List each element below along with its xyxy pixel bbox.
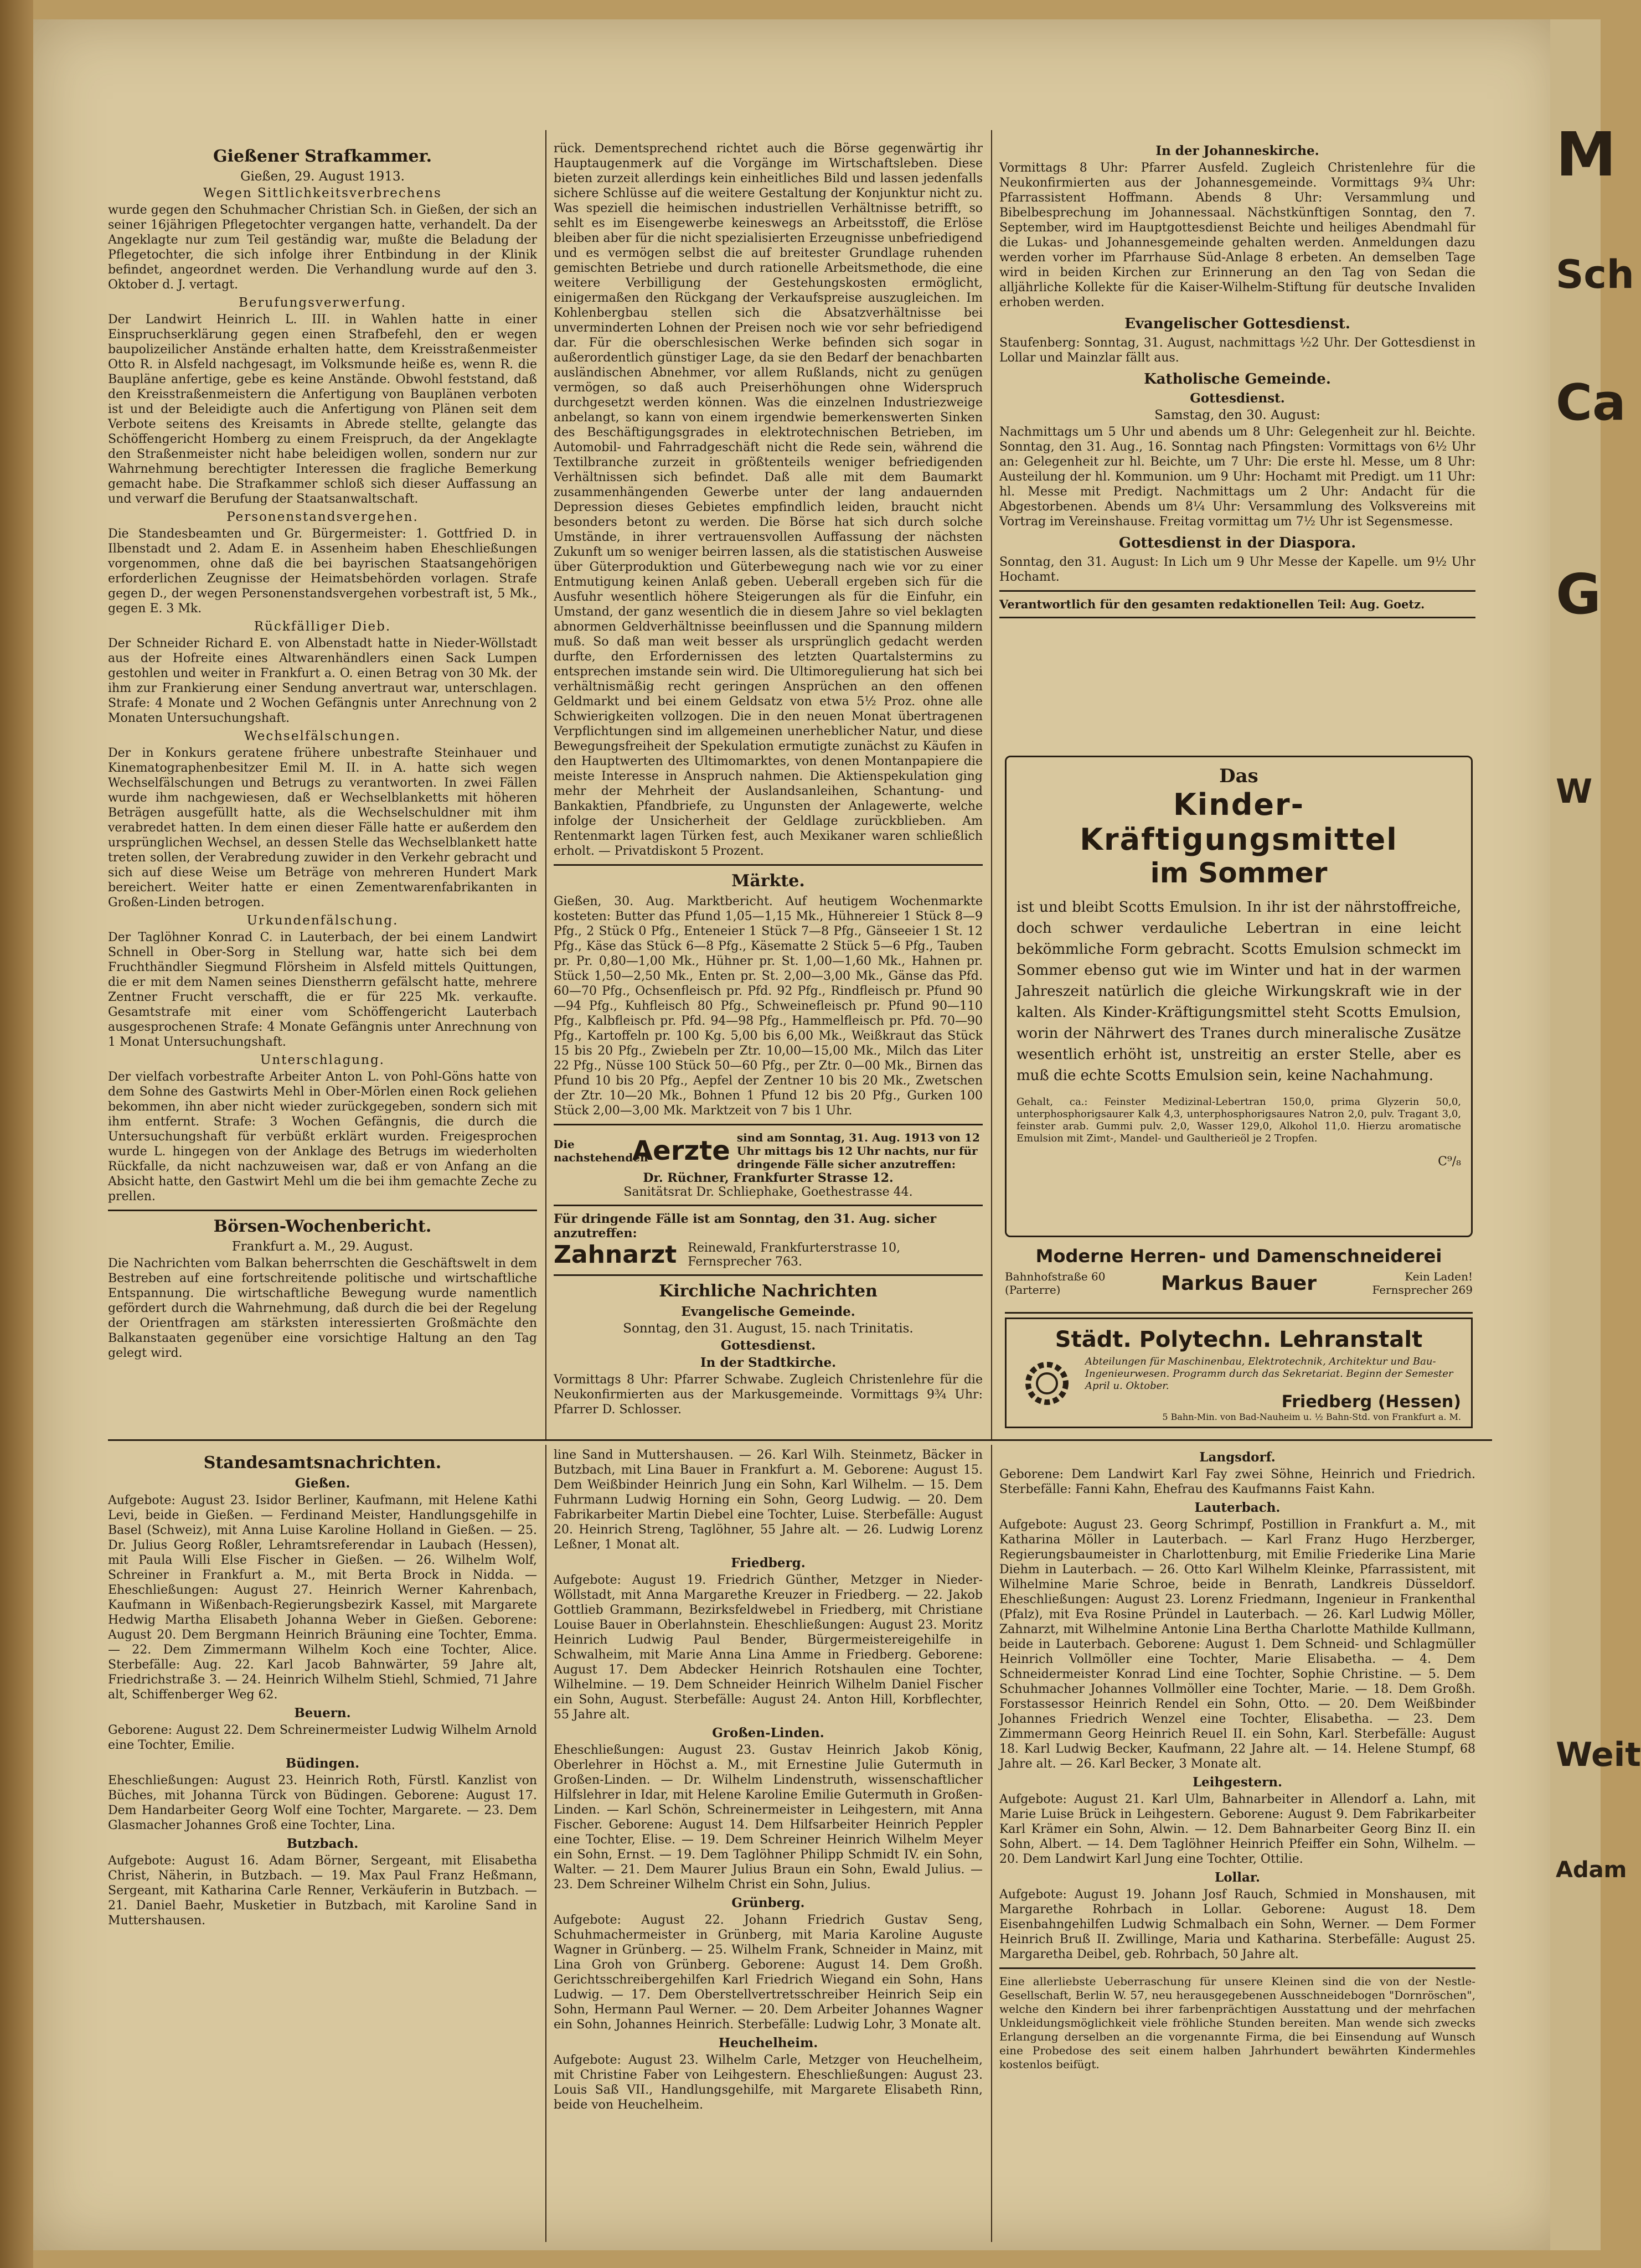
article-text: Der in Konkurs geratene frühere unbestrafte Steinhauer und Kinematographenbesitzer Emil M. II. in A. hatte sich wegen Wechselfälschungen und Betrugs zu verantworten. In zwei Fällen wurde ihm nachgewiesen, daß er Wechselblanketts mit höheren Beträgen ausgefüllt hatte, als die Wechselschuldner mit ihm verabredet hatten. In dem einen dieser Fälle hatte er außerdem den ursprünglichen Wechsel, an dessen Stelle das Wechselblankett hatte treten sollen, der Verabredung zuwider in den Verkehr gebracht und sich auf diese Weise um Beträge von mehreren Hundert Mark bereichert. Weiter hatte er einen Zementwarenfabrikanten in Großen-Linden betrogen. xyxy=(108,746,537,910)
giessen-strafkammer-title: Gießener Strafkammer. xyxy=(213,147,432,166)
kirche-date: Sonntag, den 31. August, 15. nach Trinitatis. xyxy=(623,1321,914,1336)
polytechnikum-ad xyxy=(1005,1318,1473,1428)
ad-ingredients: Gehalt, ca.: Feinster Medizinal-Lebertran 150,0, prima Glyzerin 50,0, unterphosphorigsaurer Kalk 4,3, unterphosphorigsaures Natron 2,0, pulv. Tragant 3,0, feinster arab. Gummi pulv. 2,0, Wasser 129,0, Alkohol 11,0. Hierzu aromatische Emulsion mit Zimt-, Mandel- und Gaultherieöl je 2 Tropfen. xyxy=(1016,1096,1461,1144)
place-heading: Grünberg. xyxy=(731,1895,805,1910)
kirche-subtitle: Evangelische Gemeinde. xyxy=(681,1304,855,1319)
register-text: Geborene: August 22. Dem Schreinermeister Ludwig Wilhelm Arnold eine Tochter, Emilie. xyxy=(108,1723,537,1752)
schneiderei-title: Moderne Herren- und Damenschneiderei xyxy=(1035,1246,1442,1267)
aerzte-doctor: Sanitätsrat Dr. Schliephake, Goethestrasse 44. xyxy=(623,1185,913,1199)
place-heading: Großen-Linden. xyxy=(712,1725,824,1740)
place-heading: Friedberg. xyxy=(731,1556,806,1570)
register-text: Aufgebote: August 16. Adam Börner, Sergeant, mit Elisabetha Christ, Näherin, in Butzbach. — 19. Max Paul Franz Heßmann, Sergeant, mit Katharina Carle Renner, Verkäuferin in Butzbach. — 21. Daniel Baehr, Musketier in Butzbach, mit Karoline Sand in Muttershausen. xyxy=(108,1854,537,1928)
strip-text: Adam xyxy=(1556,1857,1627,1883)
scotts-emulsion-ad xyxy=(1005,756,1473,1237)
book-spine xyxy=(0,0,33,2268)
zahnarzt-heading: Zahnarzt xyxy=(554,1241,677,1269)
register-text: Aufgebote: August 23. Wilhelm Carle, Metzger von Heuchelheim, mit Christine Faber von Leihgestern. Eheschließungen: August 23. Louis Saß VII., Handlungsgehilfe, mit Margarete Elisabeth Rinn, beide von Heuchelheim. xyxy=(554,2053,983,2112)
register-text: Aufgebote: August 19. Johann Josf Rauch, Schmied in Monshausen, mit Margarethe Rohrbach in Lollar. Geborene: August 18. Dem Eisenbahngehilfen Ludwig Schmalbach ein Sohn, Werner. — Dem Former Heinrich Bruß II. Zwillinge, Maria und Katharina. Sterbefälle: August 25. Margaretha Deibel, geb. Rohrbach, 50 Jahre alt. xyxy=(999,1888,1475,1961)
column-rule xyxy=(545,1445,546,2242)
nestle-notice: Eine allerliebste Ueberraschung für unsere Kleinen sind die von der Nestle-Gesellschaft, Berlin W. 57, neu herausgegebenen Ausschneidebogen "Dornröschen", welche den Kindern bei ihrer farbenprächtigen Ausstattung und der mehrfachen Unkleidungsmöglichkeit viele fröhliche Stunden bereiten. Man wende sich zwecks Erlangung derselben an die vorgenannte Firma, die bei Einsendung auf Wunsch eine Probedose des seit einem halben Jahrhundert bewährten Kindermehles kostenlos beifügt. xyxy=(999,1975,1475,2071)
schneiderei-phone: Kein Laden! Fernsprecher 269 xyxy=(1372,1270,1473,1296)
kirchliche-title: Kirchliche Nachrichten xyxy=(659,1282,878,1301)
aerzte-heading: Aerzte xyxy=(632,1135,730,1166)
section-head: Unterschlagung. xyxy=(260,1053,385,1067)
rule xyxy=(554,864,983,866)
standesamt-col-1 xyxy=(108,1448,537,2242)
ad-title: Kinder-Kräftigungsmittel xyxy=(1080,787,1398,857)
rule xyxy=(999,590,1475,592)
left-column xyxy=(108,141,537,1437)
article-text: Der Landwirt Heinrich L. III. in Wahlen hatte in einer Einspruchserklärung gegen einen Strafbefehl, den er wegen baupolizeilicher Anstände erhalten hatte, dem Kreisstraßenmeister Otto R. in Alsfeld nachgesagt, im Volksmunde heiße es, wenn R. die Baupläne anfertige, gebe es keine Anstände. Obwohl feststand, daß den Kreisstraßenmeistern die Anfertigung von Bauplänen verboten ist und der Beleidigte auch die Anfertigung von Plänen seit dem Verbote seitens des Kreisamts in Abrede stellte, gelangte das Schöffengericht Homberg zu einem Freispruch, da der Angeklagte den Straßenmeister nicht habe beleidigen wollen, sondern nur zur Wahrnehmung berechtigter Interessen die fragliche Bemerkung gemacht habe. Die Strafkammer schloß sich dieser Auffassung an und verwarf die Berufung der Staatsanwaltschaft. xyxy=(108,313,537,506)
section-head: Personenstandsvergehen. xyxy=(226,510,419,524)
register-text: Aufgebote: August 21. Karl Ulm, Bahnarbeiter in Allendorf a. Lahn, mit Marie Luise Brück in Leihgestern. Geborene: August 9. Dem Fabrikarbeiter Karl Krämer ein Sohn, Alwin. — 12. Dem Bahnarbeiter Georg Binz II. ein Sohn, Albert. — 14. Dem Taglöhner Heinrich Pfeiffer ein Sohn, Wilhelm. — 20. Dem Landwirt Karl Jung eine Tochter, Ottilie. xyxy=(999,1792,1475,1866)
poly-distance: 5 Bahn-Min. von Bad-Nauheim u. ½ Bahn-Std. von Frankfurt a. M. xyxy=(1162,1412,1461,1422)
strip-text: M xyxy=(1556,119,1617,190)
aerzte-doctor: Dr. Rüchner, Frankfurter Strasse 12. xyxy=(643,1171,894,1185)
diaspora-head: Gottesdienst in der Diaspora. xyxy=(1118,535,1356,551)
strip-text: G xyxy=(1556,562,1602,627)
ad-body: ist und bleibt Scotts Emulsion. In ihr ist der nährstoffreiche, doch schwer verdauliche Lebertran in eine leicht bekömmliche Form gebracht. Scotts Emulsion schmeckt im Sommer ebenso gut wie im Winter und hat in der warmen Jahreszeit natürlich die gleiche Wirkungskraft wie in der kalten. Als Kinder-Kräftigungsmittel steht Scotts Emulsion, worin der Nährwert des Tranes durch mineralische Zusätze wesentlich erhöht ist, unstreitig an erster Stelle, aber es muß die echte Scotts Emulsion sein, keine Nachahmung. xyxy=(1016,899,1461,1084)
article-text: wurde gegen den Schuhmacher Christian Sch. in Gießen, der sich an seiner 16jährigen Pflegetochter vergangen hatte, verhandelt. Da der Angeklagte nur zum Teil geständig war, mußte die Beladung der Pflegetochter, die sich infolge ihrer Entbindung in der Klinik befindet, angeordnet werden. Die Verhandlung wurde auf den 3. Oktober d. J. vertagt. xyxy=(108,203,537,292)
article-text: Die Standesbeamten und Gr. Bürgermeister: 1. Gottfried D. in Ilbenstadt und 2. Adam E. in Assenheim haben Eheschließungen vorgenommen, ohne daß die bei bayrischen Staatsangehörigen erforderlichen Zeugnisse der Heimatsbehörden vorlagen. Strafe gegen D., der wegen Personenstandsvergehen vorbestraft ist, 5 Mk., gegen E. 3 Mk. xyxy=(108,527,537,616)
poly-text: Abteilungen für Maschinenbau, Elektrotechnik, Architektur und Bau-Ingenieurwesen. Programm durch das Sekretariat. Beginn der Semester April u. Oktober. xyxy=(1085,1356,1453,1392)
kirche-stadtkirche: In der Stadtkirche. xyxy=(700,1355,837,1370)
strip-text: Ca xyxy=(1556,374,1626,432)
section-head: Wegen Sittlichkeitsverbrechens xyxy=(203,186,442,200)
rule xyxy=(554,1124,983,1125)
register-text: line Sand in Muttershausen. — 26. Karl Wilh. Steinmetz, Bäcker in Butzbach, mit Lina Bauer in Frankfurt a. M. Geborene: August 15. Dem Weißbinder Heinrich Jung ein Sohn, Karl Wilhelm. — 15. Dem Fuhrmann Ludwig Horning ein Sohn, Georg Ludwig. — 20. Dem Fabrikarbeiter Martin Diebel eine Tochter, Luise. Sterbefälle: August 20. Heinrich Streng, Taglöhner, 55 Jahre alt. — 26. Ludwig Lorenz Leßner, 1 Monat alt. xyxy=(554,1448,983,1552)
boersen-title: Börsen-Wochenbericht. xyxy=(213,1217,432,1236)
article-text: Nachmittags um 5 Uhr und abends um 8 Uhr: Gelegenheit zur hl. Beichte. Sonntag, den 31. Aug., 16. Sonntag nach Pfingsten: Vormittags von 6½ Uhr an: Gelegenheit zur hl. Beichte, um 7 Uhr: Die erste hl. Messe, um 8 Uhr: Austeilung der hl. Kommunion. um 9 Uhr: Hochamt mit Predigt. um 11 Uhr: hl. Messe mit Predigt. Nachmittags um 2 Uhr: Andacht für die Abgestorbenen. Abends um 8¼ Uhr: Versammlung des Volksvereins mit Vortrag im Vereinshause. Freitag vormittag um 7½ Uhr ist Segensmesse. xyxy=(999,425,1475,529)
zahnarzt-line: Für dringende Fälle ist am Sonntag, den 31. Aug. sicher anzutreffen: xyxy=(554,1212,937,1241)
rule xyxy=(108,1210,537,1211)
place-heading: Beuern. xyxy=(294,1706,351,1721)
rule xyxy=(554,1274,983,1276)
section-head: Wechselfälschungen. xyxy=(244,729,401,743)
ad-das: Das xyxy=(1219,765,1258,787)
rule xyxy=(999,1967,1475,1969)
place-heading: Büdingen. xyxy=(285,1756,360,1771)
strip-text: Sch xyxy=(1556,252,1634,297)
boersen-dateline: Frankfurt a. M., 29. August. xyxy=(231,1239,414,1254)
standesamt-col-3 xyxy=(999,1448,1475,2242)
register-text: Eheschließungen: August 23. Gustav Heinrich Jakob König, Oberlehrer in Höchst a. M., mit Ernestine Julie Gutermuth in Großen-Linden. — Dr. Wilhelm Lindenstruth, wissenschaftlicher Hilfslehrer in Idar, mit Helene Karoline Emilie Gutermuth in Großen-Linden. — Karl Schön, Schreinermeister in Leihgestern, mit Anna Fischer. Geborene: August 14. Dem Hilfsarbeiter Heinrich Peppler eine Tochter, Elise. — 19. Dem Schreiner Heinrich Wilhelm Meyer ein Sohn, Ernst. — 19. Dem Taglöhner Philipp Schmidt IV. ein Sohn, Walter. — 21. Dem Maurer Julius Braun ein Sohn, Ewald Julius. — 23. Dem Schreiner Wilhelm Christ ein Sohn, Julius. xyxy=(554,1743,983,1892)
section-head: Urkundenfälschung. xyxy=(246,913,399,928)
place-heading: Lollar. xyxy=(1215,1870,1260,1885)
rule xyxy=(999,617,1475,618)
strip-text: Weit xyxy=(1556,1735,1641,1774)
schneiderei-address: Bahnhofstraße 60 (Parterre) xyxy=(1005,1270,1106,1296)
article-text: Der Schneider Richard E. von Albenstadt hatte in Nieder-Wöllstadt aus der Hofreite eines Altwarenhändlers einen Sack Lumpen gestohlen und weiter in Frankfurt a. O. einen Betrag von 30 Mk. der ihm zur Frankierung einer Sendung anvertraut war, unterschlagen. Strafe: 4 Monate und 2 Wochen Gefängnis unter Anrechnung von 2 Monaten Untersuchungshaft. xyxy=(108,637,537,725)
ad-title-2: im Sommer xyxy=(1150,857,1328,889)
newspaper-page xyxy=(33,19,1567,2250)
maerkte-title: Märkte. xyxy=(731,871,805,891)
poly-title: Städt. Polytechn. Lehranstalt xyxy=(1055,1327,1423,1352)
katholisch-date: Samstag, den 30. August: xyxy=(1154,408,1320,422)
zahnarzt-notice xyxy=(554,1241,983,1269)
register-text: Aufgebote: August 19. Friedrich Günther, Metzger in Nieder-Wöllstadt, mit Anna Margarethe Kreuzer in Friedberg. — 22. Jakob Gottlieb Grammann, Bezirksfeldwebel in Friedberg, mit Christiane Louise Bauer in Oberlahnstein. Eheschließungen: August 23. Moritz Heinrich Ludwig Paul Bender, Bürgermeistereigehilfe in Schwalheim, mit Marie Anna Lina Amme in Friedberg. Geborene: August 17. Dem Abdecker Heinrich Rotshaulen eine Tochter, Wilhelmine. — 19. Dem Schneider Heinrich Wilhelm Daniel Fischer ein Sohn, August. Sterbefälle: August 24. Anton Hill, Korbflechter, 55 Jahre alt. xyxy=(554,1573,983,1722)
register-text: Aufgebote: August 22. Johann Friedrich Gustav Seng, Schuhmachermeister in Grünberg, mit Maria Karoline Auguste Wagner in Grünberg. — 25. Wilhelm Frank, Schneider in Mainz, mit Lina Groh von Grünberg. Geborene: August 14. Dem Großh. Gerichtsschreibergehilfen Karl Friedrich Wiegand ein Sohn, Hans Ludwig. — 17. Dem Oberstellvertretsschreiber Heinrich Seip ein Sohn, Hermann Paul Werner. — 20. Dem Arbeiter Johannes Wagner ein Sohn, Johannes Heinrich. Sterbefälle: Ludwig Lohr, 3 Monate alt. xyxy=(554,1913,983,2032)
evangelisch-head: Evangelischer Gottesdienst. xyxy=(1124,316,1350,332)
place-heading: Gießen. xyxy=(295,1476,350,1491)
standesamt-col-2 xyxy=(554,1448,983,2242)
article-text: Vormittags 8 Uhr: Pfarrer Schwabe. Zugleich Christenlehre für die Neukonfirmierten aus der Markusgemeinde. Vormittags 9¾ Uhr: Pfarrer D. Schlosser. xyxy=(554,1373,983,1417)
article-text: Vormittags 8 Uhr: Pfarrer Ausfeld. Zugleich Christenlehre für die Neukonfirmierten aus der Johannesgemeinde. Vormittags 9¾ Uhr: Pfarrassistent Hoffmann. Abends 8 Uhr: Versammlung und Bibelbesprechung im Johannessaal. Nächstkünftigen Sonntag, den 7. September, wird im Hauptgottesdienst Beichte und heiliges Abendmahl für die Lukas- und Johannesgemeinde gehalten werden. Anmeldungen dazu werden vorher im Pfarrhause Süd-Anlage 8 erbeten. An demselben Tage wird in beiden Kirchen zur Erinnerung an den Tag von Sedan die alljährliche Kollekte für die Kaiser-Wilhelm-Stiftung für deutsche Invaliden erhoben werden. xyxy=(999,161,1475,309)
section-head: Rückfälliger Dieb. xyxy=(254,619,391,634)
article-text: Staufenberg: Sonntag, 31. August, nachmittags ½2 Uhr. Der Gottesdienst in Lollar und Mainzlar fällt aus. xyxy=(999,336,1475,365)
aerzte-line: sind am Sonntag, 31. Aug. 1913 von 12 Uhr mittags bis 12 Uhr nachts, nur für dringende Fälle sicher anzutreffen: xyxy=(736,1131,980,1171)
verantwortlich-line: Verantwortlich für den gesamten redaktionellen Teil: Aug. Goetz. xyxy=(999,597,1425,611)
aerzte-notice xyxy=(554,1131,983,1171)
adjacent-page-strip xyxy=(1550,19,1641,2250)
article-text: Der Taglöhner Konrad C. in Lauterbach, der bei einem Landwirt Schnell in Ober-Sorg in Stellung war, hatte sich bei dem Fruchthändler Siegmund Flörsheim in Alsfeld mittels Quittungen, die er mit dem Namen seines Dienstherrn gefälscht hatte, mehrere Zentner Frucht verschafft, die er für 225 Mk. verkaufte. Gesamtstrafe mit einer vom Schöffengericht Lauterbach ausgesprochenen Strafe: 4 Monate Gefängnis unter Anrechnung von 1 Monat Untersuchungshaft. xyxy=(108,931,537,1049)
section-head: Berufungsverwerfung. xyxy=(238,296,407,310)
place-heading: Leihgestern. xyxy=(1192,1775,1283,1790)
giessen-dateline: Gießen, 29. August 1913. xyxy=(240,169,405,184)
section-divider xyxy=(108,1439,1492,1441)
aerzte-pre: Die nachstehenden xyxy=(554,1138,648,1164)
article-text: Die Nachrichten vom Balkan beherrschten die Geschäftswelt in dem Bestreben auf eine fortschreitende politische und wirtschaftliche Entspannung. Die wirtschaftliche Bewegung wurde namentlich gefördert durch die Wahrnehmung, daß durch die bei der Regelung der Orientfragen am stärksten interessierten Großmächte den Balkanstaaten gegenüber eine vorsichtige Haltung an den Tag gelegt wird. xyxy=(108,1257,537,1360)
katholisch-head: Katholische Gemeinde. xyxy=(1144,371,1331,388)
market-report: Gießen, 30. Aug. Marktbericht. Auf heutigem Wochenmarkte kosteten: Butter das Pfund 1,05—1,15 Mk., Hühnereier 1 Stück 8—9 Pfg., 2 Stück 0 Pfg., Enteneier 1 Stück 7—8 Pfg., Gänseeier 1 St. 12 Pfg., Käse das Stück 6—8 Pfg., Käsematte 2 Stück 5—6 Pfg., Tauben pr. Pr. 0,80—1,00 Mk., Hühner pr. St. 1,00—1,60 Mk., Hahnen pr. Stück 1,50—2,50 Mk., Enten pr. St. 2,00—3,00 Mk., Gänse das Pfd. 60—70 Pfg., Ochsenfleisch pr. Pfd. 92 Pfg., Rindfleisch pr. Pfund 90—94 Pfg., Kuhfleisch 80 Pfg., Schweinefleisch pr. Pfund 90—110 Pfg., Kalbfleisch pr. Pfd. 94—98 Pfg., Hammelfleisch pr. Pfd. 70—90 Pfg., Kartoffeln pr. 100 Kg. 5,00 bis 6,00 Mk., Weißkraut das Stück 15 bis 20 Pfg., Zwiebeln per Ztr. 10,00—15,00 Mk., Milch das Liter 22 Pfg., Nüsse 100 Stück 50—60 Pfg., per Ztr. 0—00 Mk., Birnen das Pfund 10 bis 20 Pfg., Aepfel der Zentner 10 bis 20 Mk., Zwetschen der Ztr. 10—20 Mk., Bohnen 1 Pfund 12 bis 20 Pfg., Gurken 100 Stück 2,00—3,00 Mk. Marktzeit von 7 bis 1 Uhr. xyxy=(554,895,983,1118)
register-text: Aufgebote: August 23. Georg Schrimpf, Postillion in Frankfurt a. M., mit Katharina Möller in Lauterbach. — Karl Franz Hugo Herzberger, Regierungsbaumeister in Charlottenburg, mit Emilie Friederike Lina Marie Diehm in Lauterbach. — 26. Otto Karl Wilhelm Kleinke, Pfarrassistent, mit Wilhelmine Marie Schroe, beide in Benrath, Landkreis Düsseldorf. Eheschließungen: August 23. Lorenz Friedmann, Ingenieur in Frankenthal (Pfalz), mit Eva Rosine Pründel in Lauterbach. — 26. Karl Ludwig Möller, Zahnarzt, mit Wilhelmine Antonie Lina Bertha Charlotte Mathilde Kullmann, beide in Lauterbach. Geborene: August 1. Dem Schneid- und Schlagmüller Heinrich Vollmöller eine Tochter, Marie Elisabetha. — 4. Dem Schneidermeister Konrad Lind eine Tochter, Sophie Christine. — 5. Dem Schuhmacher Johannes Vollmöller eine Tochter, Marie. — 18. Dem Großh. Forstassessor Heinrich Rendel ein Sohn, Otto. — 20. Dem Weißbinder Johannes Friedrich Wenzel eine Tochter, Elisabetha. — 23. Dem Zimmermann Georg Heinrich Reuel II. ein Sohn, Karl. Sterbefälle: August 18. Karl Ludwig Becker, Kaufmann, 22 Jahre alt. — 14. Helene Stumpf, 68 Jahre alt. — 26. Karl Becker, 3 Monate alt. xyxy=(999,1518,1475,1771)
place-heading: Lauterbach. xyxy=(1194,1500,1281,1515)
ad-code: C⁹/₈ xyxy=(1438,1155,1461,1169)
schneiderei-ad xyxy=(1005,1246,1473,1314)
rule xyxy=(554,1205,983,1206)
place-heading: Heuchelheim. xyxy=(718,2035,818,2050)
gear-icon xyxy=(1016,1356,1077,1411)
register-text: Geborene: Dem Landwirt Karl Fay zwei Söhne, Heinrich und Friedrich. Sterbefälle: Fanni Kahn, Ehefrau des Kaufmanns Faist Kahn. xyxy=(999,1468,1475,1496)
place-heading: Butzbach. xyxy=(286,1836,359,1851)
register-text: Aufgebote: August 23. Isidor Berliner, Kaufmann, mit Helene Kathi Levi, beide in Gießen. — Ferdinand Meister, Handlungsgehilfe in Basel (Schweiz), mit Anna Luise Karoline Holland in Gießen. — 25. Dr. Julius Georg Roßler, Lehramtsreferendar in Laubach (Hessen), mit Paula Willi Else Fischer in Gießen. — 26. Wilhelm Wolf, Schreiner in Frankfurt a. M., mit Berta Brock in Nidda. — Eheschließungen: August 27. Heinrich Werner Kahrenbach, Kaufmann in Wißenbach-Regierungsbezirk Kassel, mit Margarete Hedwig Martha Elisabeth Johanna Weber in Gießen. Geborene: August 20. Dem Bergmann Heinrich Bräuning eine Tochter, Emma. — 22. Dem Zimmermann Wilhelm Koch eine Tochter, Alice. Sterbefälle: Aug. 22. Karl Jacob Bahnwärter, 59 Jahre alt, Friedrichstraße 3. — 24. Heinrich Wilhelm Stiehl, Schmied, 71 Jahre alt, Schiffenberger Weg 62. xyxy=(108,1494,537,1702)
place-heading: Langsdorf. xyxy=(1199,1450,1276,1465)
kirche-gottesdienst: Gottesdienst. xyxy=(720,1338,816,1353)
poly-city: Friedberg (Hessen) xyxy=(1281,1392,1461,1412)
strip-text: W xyxy=(1556,772,1593,811)
column-rule xyxy=(545,130,546,1439)
article-text: rück. Dementsprechend richtet auch die Börse gegenwärtig ihr Hauptaugenmerk auf die Vorgänge im Wirtschaftsleben. Diese bieten zurzeit allerdings kein einheitliches Bild und lassen jedenfalls sichere Schlüsse auf die weitere Gestaltung der Konjunktur nicht zu. Was speziell die heimischen industriellen Verhältnisse betrifft, so sehlt es im Eisengewerbe keineswegs an Arbeitsstoff, die Erlöse bleiben aber für die nicht spezialisierten Erzeugnisse unbefriedigend und es vermögen selbst die auf breitester Grundlage ruhenden gemischten Betriebe und durch rationelle Arbeitsmethode, die eine weitere Verbilligung der Gestehungskosten ermöglicht, einigermaßen den Rückgang der Verkaufspreise auszugleichen. Im Kohlenbergbau stellen sich die Absatzverhältnisse bei unverminderten Lohnen der Preisen noch wie vor sehr befriedigend dar. Für die oberschlesischen Werke befinden sich sogar in außerordentlich günstiger Lage, da sie den Bedarf der benachbarten ausländischen Abnehmer, vor allem Rußlands, nicht zu genügen vermögen, so daß auch Preiserhöhungen ohne Widerspruch durchgesetzt werden können. Was die einzelnen Industriezweige anbelangt, so kann von einem irgendwie bemerkenswerten Sinken des Beschäftigungsgrades in elektrotechnischen Betrieben, im Automobil- und Fahrradgeschäft nicht die Rede sein, während die Textilbranche zurzeit in größtenteils weniger befriedigenden Verhältnissen sich befindet. Daß alle mit dem Baumarkt zusammenhängenden Gewerbe unter der lang andauernden Depression dieses Gebietes empfindlich leiden, braucht nicht besonders betont zu werden. Die Börse hat sich durch solche Umstände, in ihrer vertrauensvollen Auffassung der nächsten Zukunft um so weniger beirren lassen, als die statistischen Ausweise über Güterproduktion und Güterbewegung nach wie vor zu einer Entmutigung keinen Anlaß geben. Ueberall ergeben sich für die Ausfuhr wesentlich höhere Steigerungen als für die Einfuhr, ein Umstand, der ganz wesentlich die in diesem Jahre so viel beklagten abnormen Geldverhältnisse beeinflussen und die Spannung mildern muß. So daß man weit besser als ursprünglich gedacht werden durfte, den Erfordernissen des letzten Quartalstermins zu entsprechen imstande sein wird. Die Ultimoregulierung hat sich bei verhältnismäßig recht geringen Ansprüchen an den offenen Geldmarkt und bei einem Geldsatz von etwa 5½ Proz. ohne alle Schwierigkeiten vollzogen. Die in den neuen Monat übertragenen Verpflichtungen sind im allgemeinen unerheblicher Natur, und diese Bewegungsfreiheit der Spekulation ermutigte zunächst zu Käufen in den Hauptwerten des Ultimomarktes, von denen Montanpapiere die meiste Interesse in Anspruch nahmen. Die Aktienspekulation ging mehr der Mehrheit der Auslandsanleihen, Schantung- und Bankaktien, Pfandbriefe, zu Ungunsten der Anlagewerte, welche infolge der Unsicherheit der Geldlage zurückblieben. Am Rentenmarkt lagen Türken fest, auch Mexikaner waren schließlich erholt. — Privatdiskont 5 Prozent. xyxy=(554,142,983,858)
schneiderei-name: Markus Bauer xyxy=(1161,1272,1317,1295)
middle-column xyxy=(554,141,983,1437)
katholisch-gd: Gottesdienst. xyxy=(1190,391,1285,406)
column-rule xyxy=(991,130,992,1439)
article-text: Sonntag, den 31. August: In Lich um 9 Uhr Messe der Kapelle. um 9½ Uhr Hochamt. xyxy=(999,555,1475,584)
johannes-head: In der Johanneskirche. xyxy=(1155,143,1319,158)
article-text: Der vielfach vorbestrafte Arbeiter Anton L. von Pohl-Göns hatte von dem Sohne des Gastwirts Mehl in Ober-Mörlen einen Rock geliehen bekommen, ihn aber nicht wieder zurückgegeben, sondern sich mit ihm entfernt. Strafe: 3 Wochen Gefängnis, die durch die Untersuchungshaft für verbüßt erklärt wurden. Freigesprochen wurde L. hingegen von der Anklage des Betrugs im wiederholten Rückfalle, da nicht nachzuweisen war, daß er von Anfang an die Absicht hatte, den Gastwirt Mehl um die bei ihm gemachte Zeche zu prellen. xyxy=(108,1070,537,1203)
standesamt-title: Standesamtsnachrichten. xyxy=(203,1453,442,1473)
column-rule xyxy=(991,1445,992,2242)
zahnarzt-name: Reinewald, Frankfurterstrasse 10, Fernsprecher 763. xyxy=(688,1241,901,1269)
register-text: Eheschließungen: August 23. Heinrich Roth, Fürstl. Kanzlist von Büches, mit Johanna Türck von Büdingen. Geborene: August 17. Dem Handarbeiter Georg Wolf eine Tochter, Margarete. — 23. Dem Glasmacher Johannes Groß eine Tochter, Lina. xyxy=(108,1774,537,1832)
